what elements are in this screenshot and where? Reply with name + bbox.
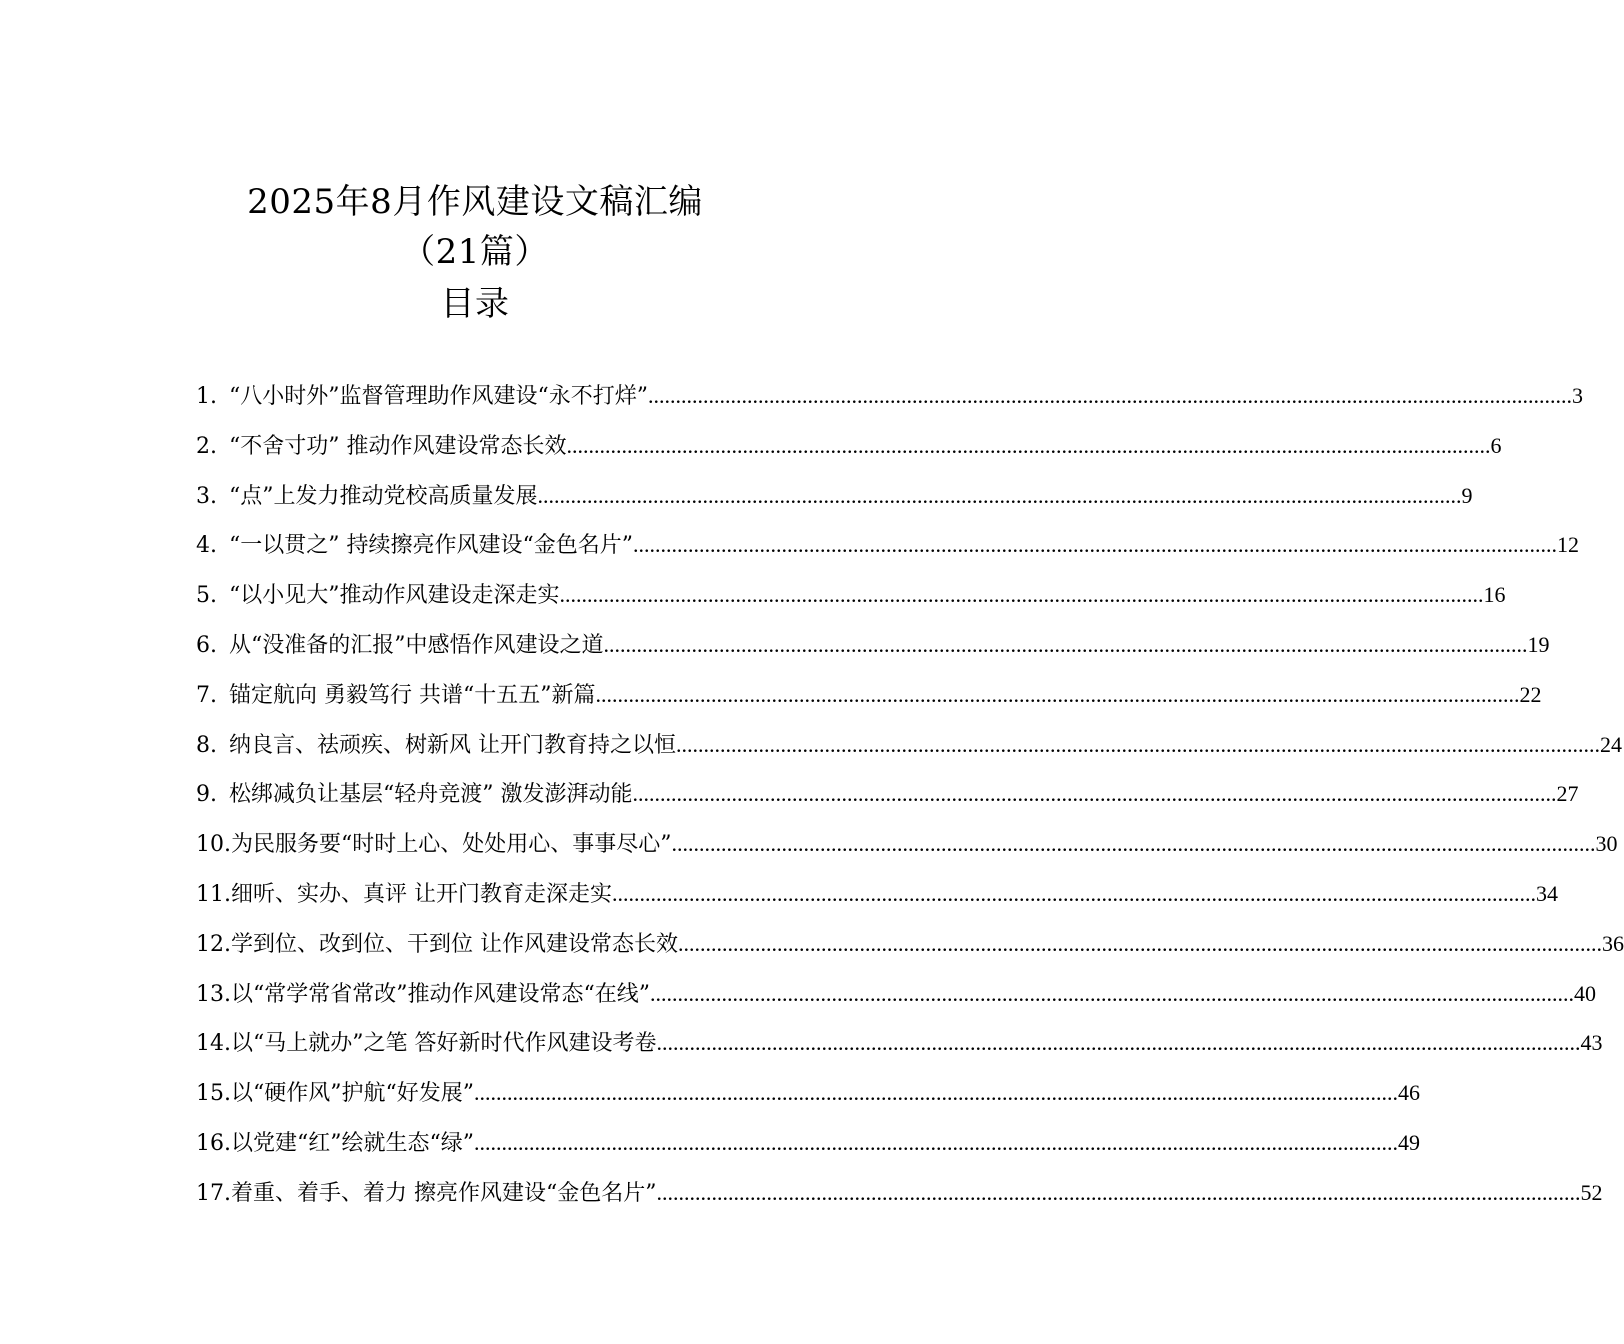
toc-entry-page-number: 3 bbox=[1572, 383, 1583, 408]
toc-entry-title: “八小时外”监督管理助作风建设“永不打烊” bbox=[229, 384, 648, 409]
toc-entry[interactable] bbox=[196, 730, 1622, 780]
toc-dot-leader bbox=[672, 829, 1596, 859]
toc-entry-number: 11. bbox=[196, 881, 231, 907]
toc-dot-leader bbox=[633, 779, 1557, 809]
toc-entry-number: 6. bbox=[196, 632, 217, 658]
toc-dot-leader bbox=[650, 979, 1574, 1009]
toc-dot-leader bbox=[612, 879, 1536, 909]
toc-entry-number: 15. bbox=[196, 1081, 231, 1107]
toc-entry-number: 17. bbox=[196, 1180, 231, 1206]
toc-entry-page-number: 27 bbox=[1556, 781, 1579, 807]
toc-entry[interactable] bbox=[196, 829, 1618, 879]
toc-entry-number: 5. bbox=[196, 583, 217, 609]
document-subtitle-count: （21篇） bbox=[401, 232, 549, 272]
toc-entry-number: 14. bbox=[196, 1031, 231, 1057]
toc-entry[interactable] bbox=[196, 481, 1473, 531]
toc-entry-page-number: 22 bbox=[1519, 681, 1542, 707]
toc-entry-page-number: 36 bbox=[1602, 930, 1624, 956]
toc-entry-title: 锚定航向 勇毅笃行 共谱“十五五”新篇 bbox=[229, 682, 596, 708]
toc-entry[interactable] bbox=[196, 1078, 1420, 1128]
toc-entry[interactable] bbox=[196, 580, 1506, 630]
toc-entry-page-number: 9 bbox=[1461, 482, 1473, 508]
table-of-contents bbox=[196, 381, 1624, 1228]
toc-entry[interactable] bbox=[196, 530, 1579, 580]
toc-entry-title: 从“没准备的汇报”中感悟作风建设之道 bbox=[229, 632, 604, 658]
toc-entry-number: 13. bbox=[196, 981, 231, 1007]
toc-entry-title: “以小见大”推动作风建设走深走实 bbox=[229, 583, 560, 609]
toc-entry[interactable] bbox=[196, 1028, 1603, 1078]
toc-entry-title: 以“马上就办”之笔 答好新时代作风建设考卷 bbox=[231, 1031, 657, 1057]
toc-entry-page-number: 19 bbox=[1527, 631, 1550, 657]
toc-entry-page-number: 34 bbox=[1536, 880, 1558, 906]
toc-entry-title: 以党建“红”绘就生态“绿” bbox=[231, 1130, 474, 1156]
toc-entry-page-number: 6 bbox=[1490, 432, 1502, 458]
toc-entry-number: 16. bbox=[196, 1130, 231, 1156]
toc-dot-leader bbox=[474, 1078, 1398, 1108]
toc-entry-title: 以“硬作风”护航“好发展” bbox=[231, 1081, 474, 1107]
toc-entry-title: 松绑减负让基层“轻舟竞渡” 激发澎湃动能 bbox=[229, 782, 633, 808]
toc-dot-leader bbox=[567, 431, 1491, 461]
toc-entry[interactable] bbox=[196, 431, 1502, 481]
toc-entry-title: 以“常学常省常改”推动作风建设常态“在线” bbox=[231, 981, 650, 1007]
document-title: 2025年8月作风建设文稿汇编 bbox=[247, 182, 703, 222]
toc-entry[interactable] bbox=[196, 929, 1624, 979]
toc-dot-leader bbox=[678, 929, 1602, 959]
toc-entry-number: 4. bbox=[196, 533, 217, 559]
toc-dot-leader bbox=[633, 530, 1557, 560]
toc-entry-page-number: 12 bbox=[1556, 532, 1579, 558]
toc-entry-page-number: 52 bbox=[1580, 1179, 1603, 1205]
toc-dot-leader bbox=[538, 481, 1462, 511]
toc-entry[interactable] bbox=[196, 1178, 1603, 1228]
toc-dot-leader bbox=[474, 1128, 1398, 1158]
toc-dot-leader bbox=[604, 630, 1528, 660]
toc-entry-page-number: 49 bbox=[1398, 1129, 1420, 1155]
toc-entry-title: “一以贯之” 持续擦亮作风建设“金色名片” bbox=[229, 533, 633, 559]
toc-dot-leader bbox=[657, 1028, 1581, 1058]
toc-entry-title: “不舍寸功” 推动作风建设常态长效 bbox=[229, 433, 567, 459]
toc-entry-number: 1. bbox=[196, 384, 217, 409]
toc-entry-page-number: 46 bbox=[1398, 1080, 1420, 1106]
toc-dot-leader bbox=[648, 381, 1572, 411]
toc-entry-page-number: 16 bbox=[1483, 582, 1506, 608]
toc-entry-title: 纳良言、祛顽疾、树新风 让开门教育持之以恒 bbox=[229, 732, 676, 758]
toc-entry-number: 10. bbox=[196, 832, 231, 858]
toc-entry-number: 12. bbox=[196, 931, 231, 957]
toc-entry-page-number: 30 bbox=[1595, 831, 1618, 857]
toc-entry-page-number: 43 bbox=[1580, 1030, 1603, 1056]
toc-entry-number: 8. bbox=[196, 732, 217, 758]
toc-entry[interactable] bbox=[196, 979, 1596, 1029]
toc-entry[interactable] bbox=[196, 680, 1542, 730]
toc-dot-leader bbox=[595, 680, 1519, 710]
toc-dot-leader bbox=[560, 580, 1484, 610]
toc-dot-leader bbox=[657, 1178, 1581, 1208]
toc-dot-leader bbox=[676, 730, 1600, 760]
toc-entry[interactable] bbox=[196, 630, 1550, 680]
toc-entry-number: 2. bbox=[196, 433, 217, 459]
toc-entry-number: 7. bbox=[196, 682, 217, 708]
toc-entry[interactable] bbox=[196, 1128, 1420, 1178]
toc-entry-page-number: 40 bbox=[1574, 980, 1596, 1006]
toc-entry-title: 着重、着手、着力 擦亮作风建设“金色名片” bbox=[231, 1180, 657, 1206]
toc-entry-title: 学到位、改到位、干到位 让作风建设常态长效 bbox=[231, 931, 678, 957]
toc-entry-title: “点”上发力推动党校高质量发展 bbox=[229, 483, 538, 509]
toc-entry[interactable] bbox=[196, 779, 1579, 829]
toc-entry-number: 9. bbox=[196, 782, 217, 808]
toc-heading: 目录 bbox=[440, 284, 510, 324]
toc-entry-page-number: 24 bbox=[1600, 731, 1622, 757]
toc-entry-title: 细听、实办、真评 让开门教育走深走实 bbox=[231, 881, 612, 907]
toc-entry-number: 3. bbox=[196, 483, 217, 509]
toc-entry[interactable] bbox=[196, 879, 1558, 929]
toc-entry[interactable] bbox=[196, 381, 1583, 431]
toc-entry-title: 为民服务要“时时上心、处处用心、事事尽心” bbox=[231, 832, 672, 858]
